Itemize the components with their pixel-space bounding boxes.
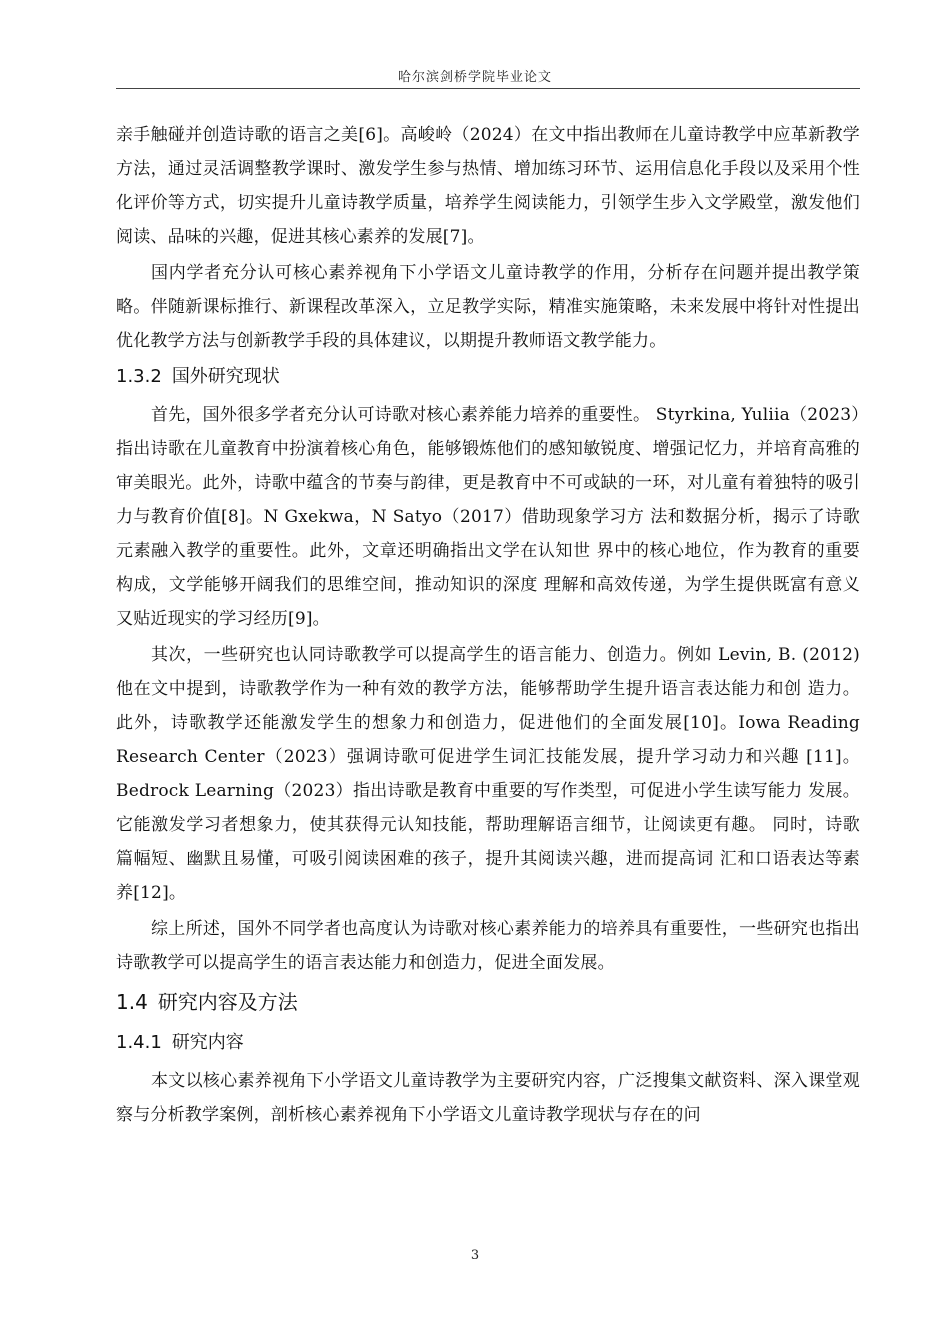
- section-number: 1.4.1: [116, 1032, 162, 1053]
- paragraph-4: 其次，一些研究也认同诗歌教学可以提高学生的语言能力、创造力。例如 Levin, B. (2012) 他在文中提到，诗歌教学作为一种有效的教学方法，能够帮助学生提升语言表达能力和创 造力。此外，诗歌教学还能激发学生的想象力和创造力，促进他们的全面发展[10]。Iowa Reading Research Center（2023）强调诗歌可促进学生词汇技能发展，提升学习动力和兴趣 [11]。Bedrock Learning（2023）指出诗歌是教育中重要的写作类型，可促进小学生读写能力 发展。它能激发学习者想象力，使其获得元认知技能，帮助理解语言细节，让阅读更有趣。 同时，诗歌篇幅短、幽默且易懂，可吸引阅读困难的孩子，提升其阅读兴趣，进而提高词 汇和口语表达等素养[12]。: [116, 645, 860, 903]
- section-title: 国外研究现状: [171, 366, 280, 387]
- section-heading-1-3-2: [116, 360, 860, 394]
- section-title: 研究内容: [171, 1032, 244, 1053]
- paragraph-1: 亲手触碰并创造诗歌的语言之美[6]。高峻岭（2024）在文中指出教师在儿童诗教学中应革新教学方法，通过灵活调整教学课时、激发学生参与热情、增加练习环节、运用信息化手段以及采用个性化评价等方式，切实提升儿童诗教学质量，培养学生阅读能力，引领学生步入文学殿堂，激发他们阅读、品味的兴趣，促进其核心素养的发展[7]。: [116, 125, 860, 247]
- page-header: 哈尔滨剑桥学院毕业论文: [397, 70, 552, 85]
- page-number: 3: [470, 1248, 480, 1263]
- section-number: 1.4: [116, 990, 148, 1014]
- section-number: 1.3.2: [116, 366, 162, 387]
- document-body: [116, 118, 860, 1134]
- section-heading-1-4: [116, 986, 860, 1018]
- section-heading-1-4-1: [116, 1026, 860, 1060]
- section-title: 研究内容及方法: [157, 990, 298, 1014]
- header-rule: [116, 88, 860, 89]
- paragraph-5: 综上所述，国外不同学者也高度认为诗歌对核心素养能力的培养具有重要性，一些研究也指出诗歌教学可以提高学生的语言表达能力和创造力，促进全面发展。: [116, 919, 860, 973]
- paragraph-6: 本文以核心素养视角下小学语文儿童诗教学为主要研究内容，广泛搜集文献资料、深入课堂观察与分析教学案例，剖析核心素养视角下小学语文儿童诗教学现状与存在的问: [116, 1071, 860, 1125]
- paragraph-3: 首先，国外很多学者充分认可诗歌对核心素养能力培养的重要性。 Styrkina, Yuliia（2023）指出诗歌在儿童教育中扮演着核心角色，能够锻炼他们的感知敏锐度、增强记忆力，并培育高雅的审美眼光。此外，诗歌中蕴含的节奏与韵律，更是教育中不可或缺的一环，对儿童有着独特的吸引力与教育价值[8]。N Gxekwa，N Satyo（2017）借助现象学习方 法和数据分析，揭示了诗歌元素融入教学的重要性。此外，文章还明确指出文学在认知世 界中的核心地位，作为教育的重要构成，文学能够开阔我们的思维空间，推动知识的深度 理解和高效传递，为学生提供既富有意义又贴近现实的学习经历[9]。: [116, 405, 860, 629]
- paragraph-2: 国内学者充分认可核心素养视角下小学语文儿童诗教学的作用，分析存在问题并提出教学策略。伴随新课标推行、新课程改革深入，立足教学实际，精准实施策略，未来发展中将针对性提出优化教学方法与创新教学手段的具体建议，以期提升教师语文教学能力。: [116, 263, 860, 351]
